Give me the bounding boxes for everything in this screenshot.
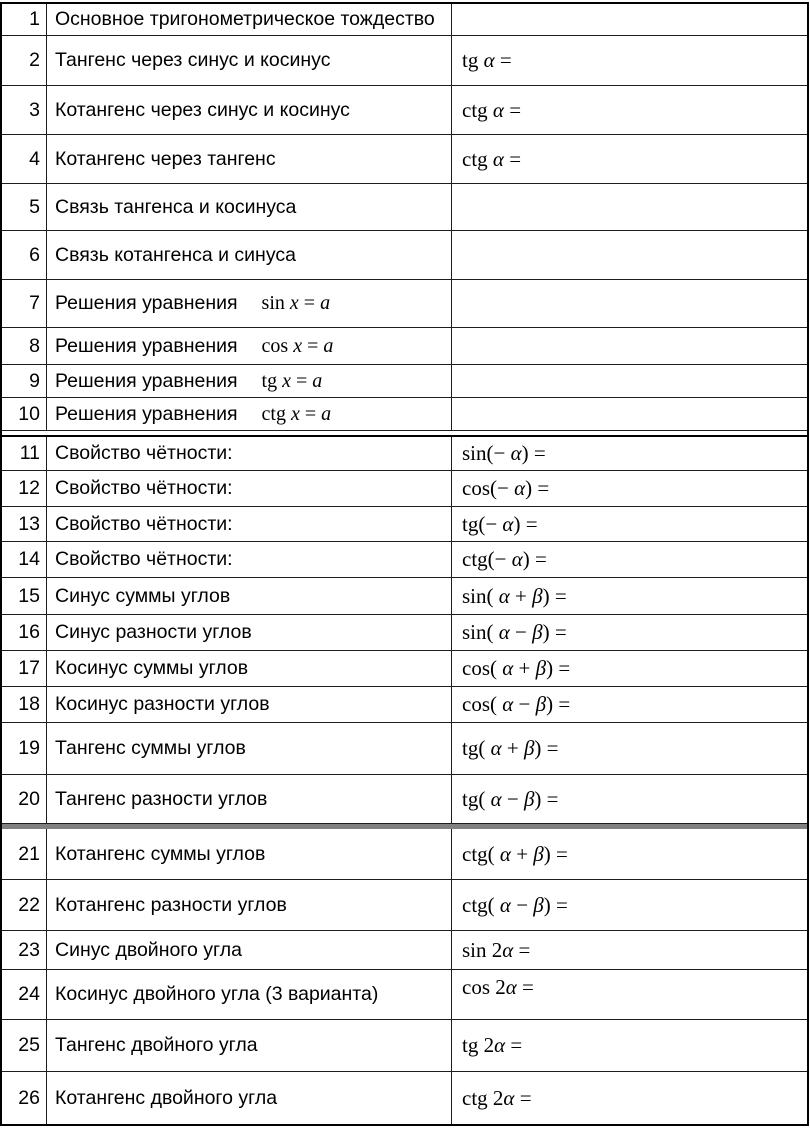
math-variable: α [498, 583, 510, 608]
trig-table-body [2, 4, 807, 1124]
row-number: 26 [18, 1086, 40, 1109]
row-formula [462, 656, 570, 681]
math-operator: = [298, 292, 321, 314]
math-operator: ) = [521, 441, 546, 465]
row-description: Синус суммы углов [55, 584, 231, 607]
row-description-cell [47, 931, 452, 969]
row-number-cell [2, 542, 47, 577]
row-formula [462, 620, 567, 645]
row-number-cell [2, 280, 47, 327]
row-description: Тангенс суммы углов [55, 737, 246, 759]
math-operator: + [509, 583, 533, 608]
math-variable: α [494, 1033, 506, 1057]
row-description: Котангенс разности углов [55, 893, 287, 916]
row-description: Свойство чётности: [55, 477, 233, 499]
math-operator: ) = [522, 547, 547, 571]
math-operator: − [509, 620, 533, 644]
math-variable: x [293, 334, 303, 357]
row-description-cell [47, 775, 452, 823]
row-formula-cell [452, 365, 807, 397]
row-number-cell [2, 471, 47, 506]
row-description: Решения уравнения [55, 402, 238, 425]
row-number-cell [2, 86, 47, 134]
row-description-cell [47, 1072, 452, 1124]
row-number: 13 [18, 512, 40, 535]
row-formula-cell [452, 651, 807, 686]
row-formula-cell [452, 1072, 807, 1124]
table-row [2, 880, 807, 931]
table-row [2, 775, 807, 824]
math-operator: ) = [542, 583, 567, 608]
row-formula [462, 441, 546, 466]
row-number: 12 [18, 477, 40, 499]
row-description: Котангенс через тангенс [55, 147, 276, 170]
math-operator: ctg 2 [462, 1085, 504, 1110]
row-number: 3 [29, 98, 40, 121]
table-row [2, 4, 807, 36]
row-description: Косинус суммы углов [55, 657, 249, 679]
row-formula [462, 692, 570, 717]
math-operator: cos [261, 334, 294, 357]
row-formula [462, 1086, 532, 1111]
row-number-cell [2, 507, 47, 541]
row-description-cell [47, 280, 452, 327]
row-formula-cell [452, 135, 807, 183]
math-operator: tg( [462, 786, 491, 811]
math-variable: β [523, 786, 535, 811]
math-operator: ) = [534, 786, 559, 811]
row-number: 17 [18, 657, 40, 679]
row-description: Косинус разности углов [55, 693, 270, 715]
row-number: 23 [18, 938, 40, 961]
table-row [2, 471, 807, 507]
row-description-math [262, 335, 334, 358]
table-row [2, 365, 807, 398]
row-number: 6 [29, 243, 40, 266]
row-description-math [262, 292, 331, 315]
row-description-cell [47, 328, 452, 364]
table-row [2, 687, 807, 723]
row-formula-cell [452, 4, 807, 35]
math-operator: tg(− [462, 511, 503, 536]
row-formula-cell [452, 231, 807, 279]
math-operator: ctg [261, 402, 291, 425]
row-formula [462, 48, 512, 73]
math-operator: ctg [462, 97, 493, 122]
row-number-cell [2, 398, 47, 430]
math-operator: sin(− [462, 441, 511, 465]
row-number: 24 [18, 983, 40, 1005]
row-description-cell [47, 578, 452, 614]
math-operator: ctg( [462, 841, 500, 866]
row-formula-cell [452, 1020, 807, 1071]
row-number: 15 [18, 584, 40, 607]
row-description: Косинус двойного угла (3 варианта) [55, 983, 379, 1005]
row-number-cell [2, 4, 47, 35]
math-variable: α [483, 48, 495, 72]
row-description: Свойство чётности: [55, 442, 233, 464]
table-row [2, 135, 807, 184]
row-formula-cell [452, 970, 807, 1019]
math-operator: + [513, 656, 536, 680]
math-operator: = [513, 937, 531, 962]
math-variable: α [505, 975, 517, 999]
row-number: 10 [18, 402, 40, 425]
row-formula-cell [452, 184, 807, 230]
table-row [2, 86, 807, 135]
table-row [2, 231, 807, 280]
math-operator: ctg(− [462, 547, 512, 571]
math-operator: − [510, 892, 534, 917]
row-formula-cell [452, 328, 807, 364]
row-number-cell [2, 184, 47, 230]
row-description-cell [47, 184, 452, 230]
row-formula-cell [452, 437, 807, 470]
table-row [2, 398, 807, 431]
row-number-cell [2, 365, 47, 397]
math-variable: β [523, 736, 535, 760]
row-formula-cell [452, 775, 807, 823]
row-number-cell [2, 328, 47, 364]
math-variable: α [492, 146, 504, 171]
row-number-cell [2, 775, 47, 823]
trig-identities-table [0, 2, 809, 1126]
row-description: Решения уравнения [55, 292, 238, 314]
row-formula-cell [452, 723, 807, 774]
row-formula [462, 147, 521, 172]
row-formula-cell [452, 578, 807, 614]
row-formula [462, 893, 568, 918]
table-row [2, 437, 807, 471]
row-number-cell [2, 231, 47, 279]
math-operator: tg [462, 48, 484, 72]
row-number: 16 [18, 621, 40, 643]
row-description-cell [47, 86, 452, 134]
math-operator: = [299, 402, 322, 425]
math-variable: α [492, 97, 504, 122]
row-number-cell [2, 1072, 47, 1124]
row-description-cell [47, 36, 452, 85]
row-formula-cell [452, 615, 807, 650]
row-number-cell [2, 615, 47, 650]
math-operator: = [505, 1033, 523, 1057]
math-operator: = [291, 369, 313, 392]
math-operator: cos( [462, 656, 503, 680]
row-description-cell [47, 542, 452, 577]
table-row [2, 1020, 807, 1072]
row-number: 25 [18, 1034, 40, 1056]
row-description: Свойство чётности: [55, 512, 233, 535]
row-formula-cell [452, 471, 807, 506]
table-row [2, 542, 807, 578]
math-operator: = [514, 1085, 532, 1110]
row-number-cell [2, 437, 47, 470]
row-description-cell [47, 398, 452, 430]
row-description-cell [47, 829, 452, 879]
math-operator: = [503, 97, 522, 122]
math-variable: α [514, 476, 526, 500]
math-operator: ) = [513, 511, 538, 536]
math-variable: α [511, 547, 523, 571]
row-formula-cell [452, 880, 807, 930]
math-variable: a [323, 334, 334, 357]
table-row [2, 36, 807, 86]
math-operator: + [510, 841, 534, 866]
math-variable: α [502, 937, 514, 962]
math-variable: α [499, 892, 511, 917]
row-formula-cell [452, 280, 807, 327]
math-variable: α [490, 786, 502, 811]
row-number-cell [2, 687, 47, 722]
row-formula-cell [452, 398, 807, 430]
row-description-cell [47, 651, 452, 686]
table-row [2, 280, 807, 328]
row-description: Тангенс разности углов [55, 787, 268, 810]
math-operator: ) = [543, 892, 568, 917]
math-variable: x [289, 292, 299, 314]
math-variable: β [535, 692, 547, 716]
row-description-cell [47, 507, 452, 541]
row-number: 11 [19, 442, 40, 464]
math-variable: x [282, 369, 291, 392]
row-number-cell [2, 880, 47, 930]
row-number: 7 [29, 292, 40, 314]
math-operator: ) = [546, 656, 571, 680]
row-formula [462, 584, 567, 609]
math-variable: α [502, 656, 514, 680]
row-number: 18 [18, 693, 40, 715]
math-operator: tg [261, 369, 283, 392]
math-operator: + [501, 736, 524, 760]
row-number-cell [2, 970, 47, 1019]
row-formula [462, 938, 530, 963]
row-description: Свойство чётности: [55, 548, 233, 570]
row-formula [462, 787, 559, 812]
math-operator: ) = [534, 736, 559, 760]
table-row [2, 931, 807, 970]
row-description-cell [47, 723, 452, 774]
math-operator: = [302, 334, 324, 357]
row-description: Синус двойного угла [55, 938, 242, 961]
row-description: Тангенс двойного угла [55, 1034, 258, 1056]
row-formula [462, 547, 547, 572]
math-variable: α [503, 1085, 515, 1110]
table-row [2, 578, 807, 615]
math-variable: x [290, 402, 300, 425]
row-description: Котангенс двойного угла [55, 1086, 278, 1109]
math-operator: − [501, 786, 524, 811]
row-description-cell [47, 437, 452, 470]
table-row [2, 507, 807, 542]
row-formula [462, 736, 559, 761]
math-variable: α [502, 511, 514, 536]
row-description-cell [47, 4, 452, 35]
row-description: Связь котангенса и синуса [55, 243, 296, 266]
row-number: 20 [18, 787, 40, 810]
row-number: 8 [29, 334, 40, 357]
math-operator: sin [261, 292, 290, 314]
math-operator: = [494, 48, 512, 72]
row-description-math [262, 403, 332, 426]
row-number: 14 [18, 548, 40, 570]
table-row [2, 184, 807, 231]
row-number-cell [2, 1020, 47, 1071]
row-number: 2 [29, 49, 40, 71]
math-operator: ) = [525, 476, 550, 500]
math-operator: sin 2 [462, 937, 503, 962]
table-row [2, 615, 807, 651]
row-description-cell [47, 135, 452, 183]
table-row [2, 651, 807, 687]
row-formula [462, 512, 538, 537]
math-variable: β [532, 583, 543, 608]
row-formula [462, 1033, 522, 1058]
row-description: Решения уравнения [55, 369, 238, 392]
math-variable: α [502, 692, 514, 716]
math-operator: cos(− [462, 476, 515, 500]
table-row [2, 829, 807, 880]
math-operator: sin( [462, 583, 499, 608]
row-description: Котангенс через синус и косинус [55, 98, 350, 121]
math-variable: α [498, 620, 510, 644]
row-description: Синус разности углов [55, 621, 252, 643]
math-variable: a [321, 402, 332, 425]
row-number: 9 [29, 369, 40, 392]
math-variable: β [533, 892, 544, 917]
math-operator: ctg( [462, 892, 500, 917]
row-formula-cell [452, 931, 807, 969]
row-description-cell [47, 880, 452, 930]
row-description-cell [47, 471, 452, 506]
row-formula-cell [452, 542, 807, 577]
math-operator: = [516, 975, 534, 999]
row-formula [462, 842, 568, 867]
row-number-cell [2, 578, 47, 614]
math-operator: − [513, 692, 536, 716]
row-number: 19 [18, 737, 40, 759]
row-formula [462, 98, 521, 123]
row-number: 4 [29, 147, 40, 170]
row-formula-cell [452, 687, 807, 722]
math-variable: a [320, 292, 331, 314]
row-description-cell [47, 365, 452, 397]
row-formula-cell [452, 86, 807, 134]
math-operator: ) = [543, 841, 568, 866]
row-number-cell [2, 651, 47, 686]
row-description-cell [47, 970, 452, 1019]
row-number: 22 [18, 893, 40, 916]
row-number-cell [2, 135, 47, 183]
math-operator: cos 2 [462, 975, 506, 999]
row-description-cell [47, 231, 452, 279]
row-description: Решения уравнения [55, 334, 238, 357]
row-description: Тангенс через синус и косинус [55, 49, 331, 71]
table-row [2, 723, 807, 775]
math-operator: ) = [546, 692, 571, 716]
math-variable: β [533, 841, 544, 866]
row-description-math [262, 370, 323, 393]
math-variable: β [532, 620, 543, 644]
math-operator: tg 2 [462, 1033, 495, 1057]
math-variable: α [510, 441, 522, 465]
math-variable: α [490, 736, 502, 760]
row-number-cell [2, 931, 47, 969]
row-number: 21 [18, 842, 40, 865]
row-formula-cell [452, 36, 807, 85]
row-formula [462, 476, 549, 501]
math-operator: tg( [462, 736, 491, 760]
row-description: Основное тригонометрическое тождество [55, 8, 435, 30]
row-number: 5 [29, 195, 40, 218]
math-variable: a [312, 369, 323, 392]
math-variable: α [499, 841, 511, 866]
math-operator: cos( [462, 692, 503, 716]
row-number-cell [2, 36, 47, 85]
row-formula [462, 975, 534, 1000]
math-operator: ) = [542, 620, 567, 644]
row-description: Связь тангенса и косинуса [55, 195, 297, 218]
row-formula-cell [452, 829, 807, 879]
math-operator: ctg [462, 146, 493, 171]
row-number: 1 [29, 8, 40, 30]
row-formula-cell [452, 507, 807, 541]
row-number-cell [2, 829, 47, 879]
row-description-cell [47, 1020, 452, 1071]
table-row [2, 970, 807, 1020]
row-description: Котангенс суммы углов [55, 842, 266, 865]
row-description-cell [47, 687, 452, 722]
table-row [2, 1072, 807, 1124]
row-number-cell [2, 723, 47, 774]
math-variable: β [535, 656, 547, 680]
math-operator: = [503, 146, 522, 171]
math-operator: sin( [462, 620, 499, 644]
row-description-cell [47, 615, 452, 650]
table-row [2, 328, 807, 365]
